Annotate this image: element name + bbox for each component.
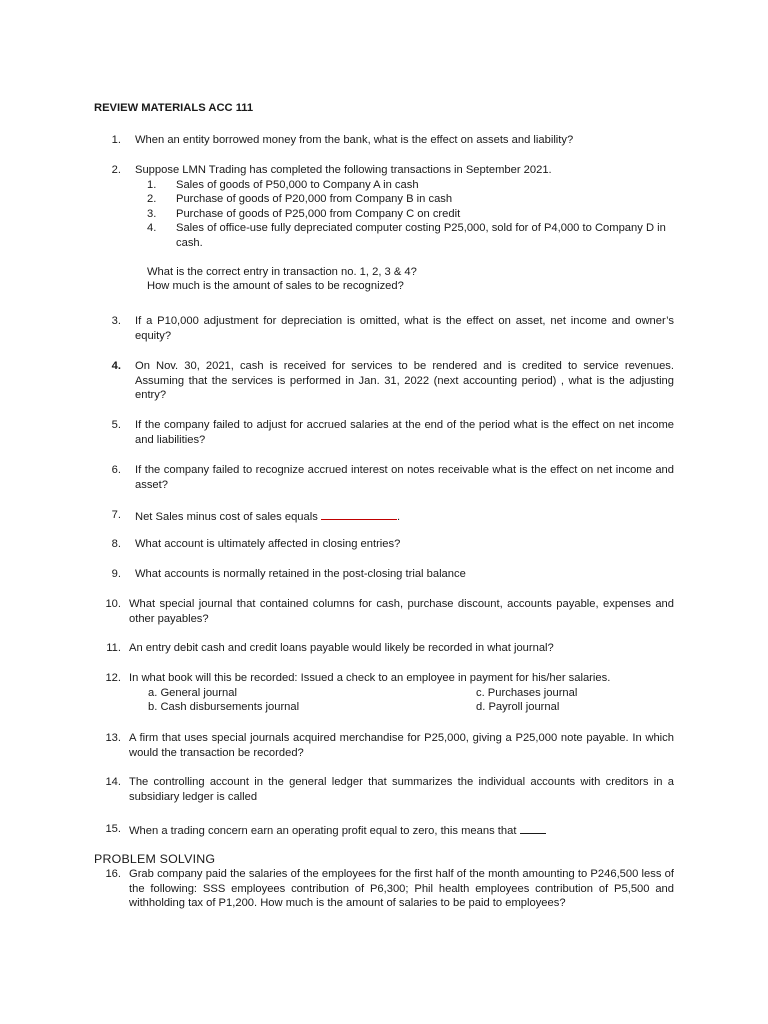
document-title: REVIEW MATERIALS ACC 111 [94,102,254,114]
question-13 [94,731,674,760]
question-number: 11. [106,642,121,654]
question-12 [94,671,674,715]
question-body [121,671,674,715]
question-number: 15. [105,823,121,835]
followup-questions [147,265,674,294]
transaction-item [147,178,674,193]
item-text: Sales of goods of P50,000 to Company A in cash [176,178,419,191]
item-text: Sales of office-use fully depreciated computer costing P25,000, sold for of P4,000 to Company D in cash. [176,222,666,249]
item-text: Purchase of goods of P20,000 from Company B in cash [176,193,453,206]
question-6 [94,463,674,492]
question-15 [94,822,674,839]
question-number: 6. [111,464,121,476]
question-number: 3. [111,315,121,327]
question-7 [94,508,674,525]
item-text: Purchase of goods of P25,000 from Company C on credit [176,207,461,220]
item-number: 2. [147,193,157,206]
question-text: Grab company paid the salaries of the employees for the first half of the month amounting to P246,500 less of the following: SSS employees contribution of P6,300; Phil health employees contribution of P5,500 and withholding tax of P1,200. How much is the amount of salaries to be paid to employees? [129,868,674,910]
question-number: 13. [105,732,121,744]
question-number: 7. [111,509,121,521]
question-4 [94,359,674,403]
answer-blank [520,822,546,834]
question-3 [94,314,674,343]
followup-question: What is the correct entry in transaction no. 1, 2, 3 & 4? [147,265,417,278]
question-body [121,508,674,525]
question-number: 5. [111,419,121,431]
question-text: When an entity borrowed money from the bank, what is the effect on assets and liability? [135,134,574,146]
question-text: If the company failed to adjust for accrued salaries at the end of the period what is the effect on net income and liabilities? [135,419,674,446]
transaction-item [147,221,674,250]
question-text: Net Sales minus cost of sales equals [135,511,321,523]
question-text: The controlling account in the general ledger that summarizes the individual accounts with creditors in a subsidiary ledger is called [129,776,674,803]
question-text: In what book will this be recorded: Issued a check to an employee in payment for his/her salaries. [129,672,611,684]
question-number: 9. [111,568,121,580]
question-text: An entry debit cash and credit loans payable would likely be recorded in what journal? [129,642,554,654]
question-suffix: . [396,511,401,523]
question-text: When a trading concern earn an operating profit equal to zero, this means that [129,825,520,837]
question-text: If a P10,000 adjustment for depreciation is omitted, what is the effect on asset, net income and owner’s equity? [135,315,674,342]
question-5 [94,418,674,447]
question-14 [94,775,674,804]
question-text: What accounts is normally retained in the post-closing trial balance [135,568,466,580]
question-1 [94,133,674,148]
choice-b: b. Cash disbursements journal [148,701,300,714]
question-number: 10. [105,598,121,610]
question-text: On Nov. 30, 2021, cash is received for services to be rendered and is credited to service revenues. Assuming that the services is performed in Jan. 31, 2022 (next accounting period) , what is the adjusting entry? [135,360,674,402]
question-2 [94,163,674,294]
question-number: 4. [111,360,121,372]
choice-a: a. General journal [148,686,237,699]
item-number: 3. [147,207,157,220]
question-number: 16. [105,868,121,880]
choice-c: c. Purchases journal [476,686,578,699]
followup-question: How much is the amount of sales to be recognized? [147,280,404,293]
question-16 [94,867,674,911]
question-number: 1. [111,134,121,146]
question-body [121,822,674,839]
item-number: 1. [147,178,157,191]
transaction-item [147,207,674,222]
question-11 [94,641,674,656]
question-number: 14. [105,776,121,788]
answer-choices [148,686,674,715]
section-heading: PROBLEM SOLVING [94,852,216,866]
transaction-item [147,192,674,207]
question-text: What special journal that contained columns for cash, purchase discount, accounts payable, expenses and other payables? [129,598,674,625]
question-text: If the company failed to recognize accrued interest on notes receivable what is the effect on net income and asset? [135,464,674,491]
question-body [121,163,674,294]
question-8 [94,537,674,552]
question-number: 12. [105,672,121,684]
choice-d: d. Payroll journal [476,701,560,714]
answer-blank [321,508,397,520]
question-9 [94,567,674,582]
question-number: 8. [111,538,121,550]
question-text: What account is ultimately affected in closing entries? [135,538,401,550]
question-text: Suppose LMN Trading has completed the following transactions in September 2021. [135,164,552,176]
question-10 [94,597,674,626]
item-number: 4. [147,222,157,235]
question-number: 2. [111,164,121,176]
question-text: A firm that uses special journals acquired merchandise for P25,000, giving a P25,000 note payable. In which would the transaction be recorded? [129,732,674,759]
